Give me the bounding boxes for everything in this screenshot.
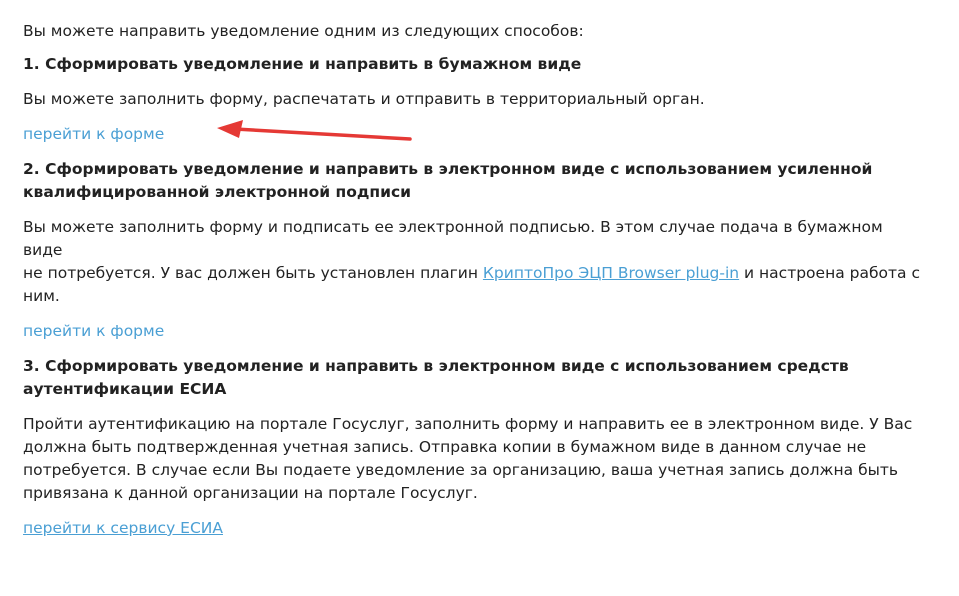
option3-heading bbox=[23, 355, 923, 401]
option3-heading-line2: аутентификации ЕСИА bbox=[23, 380, 227, 398]
option2-desc-line2 bbox=[23, 262, 923, 285]
notification-methods-content bbox=[23, 20, 923, 540]
option1-heading: 1. Сформировать уведомление и направить в бумажном виде bbox=[23, 55, 582, 73]
option3-desc-line4: привязана к данной организации на портале Госуслуг. bbox=[23, 484, 478, 502]
option2-desc-line1: Вы можете заполнить форму и подписать ее электронной подписью. В этом случае подача в бумажном виде bbox=[23, 218, 883, 259]
option1-form-link[interactable]: перейти к форме bbox=[23, 125, 165, 143]
cryptopro-plugin-link[interactable]: КриптоПро ЭЦП Browser plug-in bbox=[482, 264, 740, 282]
option2-heading-line2: квалифицированной электронной подписи bbox=[23, 183, 412, 201]
option2-description bbox=[23, 216, 923, 308]
option3-desc-line2: должна быть подтвержденная учетная запись. Отправка копии в бумажном виде в данном случае не bbox=[23, 438, 867, 456]
red-arrow-left-icon bbox=[205, 120, 420, 150]
option3-description bbox=[23, 413, 923, 505]
option2-heading bbox=[23, 158, 923, 204]
option3-desc-line3: потребуется. В случае если Вы подаете уведомление за организацию, ваша учетная запись должна быть bbox=[23, 461, 899, 479]
option3-desc-line1: Пройти аутентификацию на портале Госуслуг, заполнить форму и направить ее в электронном виде. У Вас bbox=[23, 415, 913, 433]
intro-text: Вы можете направить уведомление одним из следующих способов: bbox=[23, 22, 584, 40]
option2-desc-line2-before: не потребуется. У вас должен быть установлен плагин bbox=[23, 264, 483, 282]
option1-description: Вы можете заполнить форму, распечатать и отправить в территориальный орган. bbox=[23, 90, 705, 108]
option2-form-link[interactable]: перейти к форме bbox=[23, 322, 165, 340]
option2-heading-line1: 2. Сформировать уведомление и направить в электронном виде с использованием усиленной bbox=[23, 160, 873, 178]
option3-heading-line1: 3. Сформировать уведомление и направить в электронном виде с использованием средств bbox=[23, 357, 849, 375]
option2-desc-line2-after: и настроена работа с bbox=[739, 264, 920, 282]
option2-desc-line3: ним. bbox=[23, 287, 60, 305]
esia-service-link[interactable]: перейти к сервису ЕСИА bbox=[23, 519, 223, 537]
